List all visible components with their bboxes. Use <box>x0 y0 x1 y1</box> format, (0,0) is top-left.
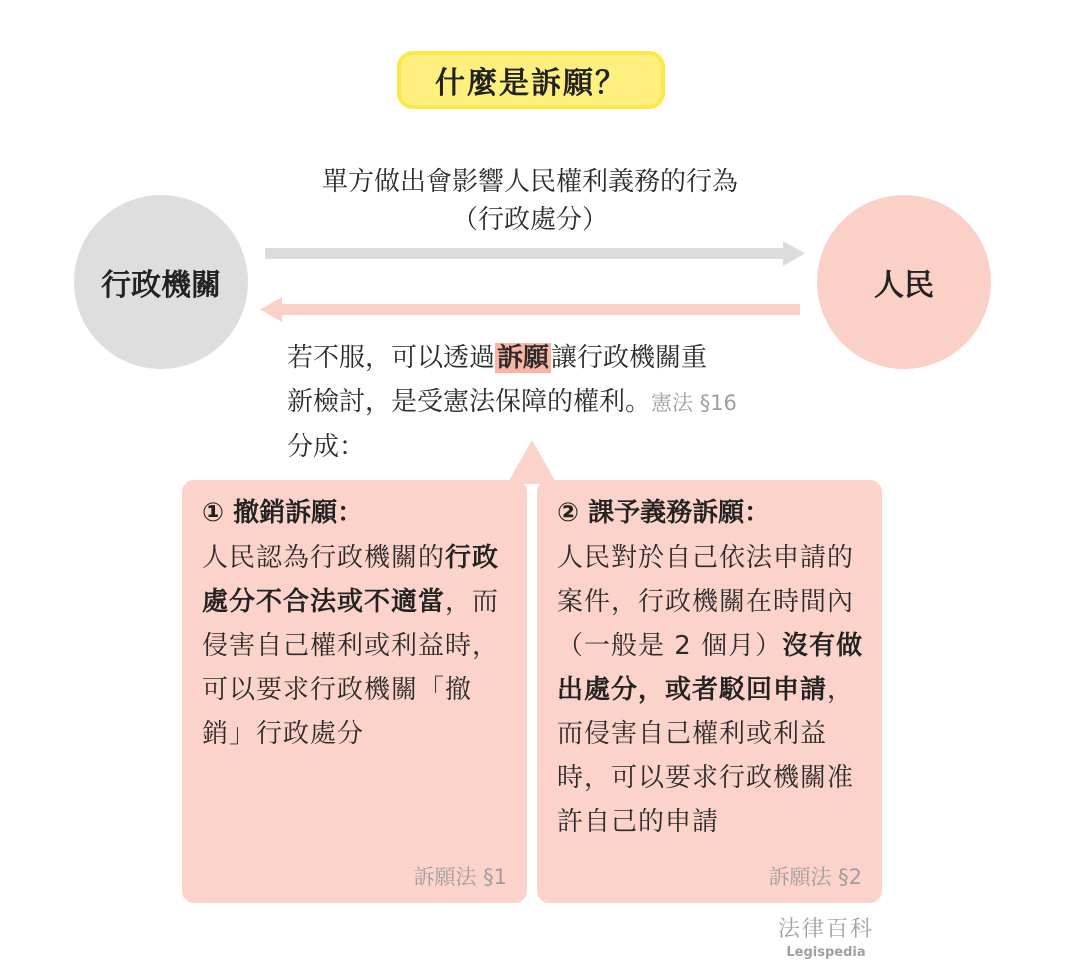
card-title: ① 撤銷訴願： <box>202 498 364 528</box>
brand-logo <box>770 915 882 961</box>
appeal-text-part: 讓行政機關重 <box>551 343 708 373</box>
appeal-text-part: 若不服，可以透過 <box>287 343 496 373</box>
card-body-emphasis: 沒有做出處分，或者駁回申請 <box>557 631 864 705</box>
arrow-right-icon <box>265 240 810 266</box>
law-reference: 訴願法 §2 <box>768 865 862 889</box>
people-node: 人民 <box>817 195 991 369</box>
brand-name: 法律百科 <box>777 917 874 942</box>
action-description-subtitle: （行政處分） <box>451 205 608 235</box>
law-reference: 訴願法 §1 <box>413 865 507 889</box>
brand-name-en: Legispedia <box>786 945 866 960</box>
arrow-left-icon <box>258 297 803 323</box>
card-body-text: ，而侵害自己權利或利益時，可以要求行政機關「撤銷」行政處分 <box>202 587 500 749</box>
mandamus-appeal-card <box>537 480 882 903</box>
card-body <box>557 536 864 844</box>
card-body <box>202 536 509 756</box>
card-body-text: 人民認為行政機關的 <box>202 543 446 573</box>
appeal-description <box>287 336 847 469</box>
card-body-text: 人民對於自己依法申請的案件，行政機關在時間內（一般是 2 個月） <box>557 543 855 661</box>
page-title: 什麼是訴願？ <box>397 51 665 109</box>
action-description: 單方做出會影響人民權利義務的行為 <box>321 167 738 197</box>
government-node: 行政機關 <box>74 195 248 369</box>
appeal-text-part: 分成： <box>287 432 366 462</box>
appeal-text-part: 新檢討，是受憲法保障的權利。 <box>287 387 652 417</box>
pointer-triangle <box>507 440 557 484</box>
card-body-text: ，而侵害自己權利或利益時，可以要求行政機關准許自己的申請 <box>557 675 855 837</box>
appeal-highlight: 訴願 <box>497 343 550 373</box>
constitution-reference: 憲法 §16 <box>651 391 737 415</box>
card-title: ② 課予義務訴願： <box>557 498 771 528</box>
revocation-appeal-card <box>182 480 527 903</box>
card-body-emphasis: 行政處分不合法或不適當 <box>202 543 500 617</box>
